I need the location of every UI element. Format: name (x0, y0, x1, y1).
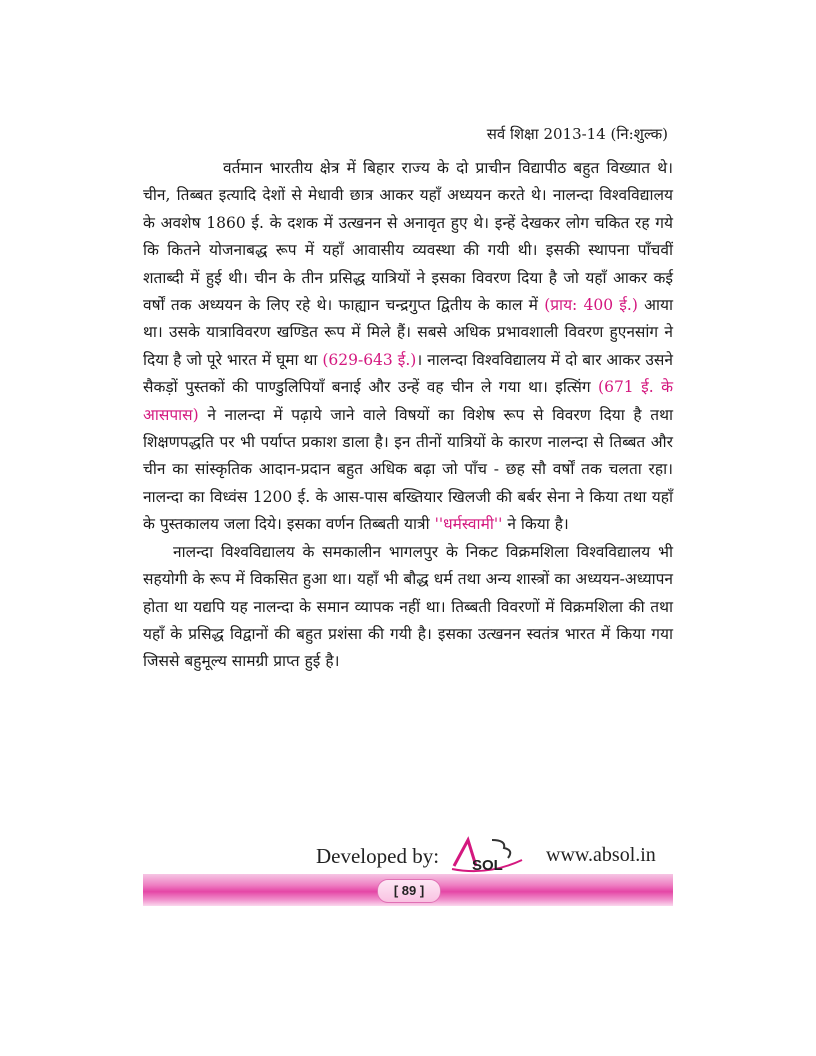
text-segment: आया था। उसके यात्राविवरण खण्डित रूप में मिले हैं। सबसे अधिक प्रभावशाली विवरण हुएनसांग ने दिया है जो पूरे भारत में घूमा था (143, 296, 673, 369)
page-number: [ 89 ] (377, 879, 441, 903)
paragraph-vikramshila: नालन्दा विश्वविद्यालय के समकालीन भागलपुर के निकट विक्रमशिला विश्वविद्यालय भी सहयोगी के रूप में विकसित हुआ था। यहाँ भी बौद्ध धर्म तथा अन्य शास्त्रों का अध्ययन-अध्यापन होता था यद्यपि यह नालन्दा के समान व्यापक नहीं था। तिब्बती विवरणों में विक्रमशिला की तथा यहाँ के प्रसिद्ध विद्वानों की बहुत प्रशंसा की गयी है। इसका उत्खनन स्वतंत्र भारत में किया गया जिससे बहुमूल्य सामग्री प्राप्त हुई है। (143, 542, 673, 671)
logo-text: SOL (472, 857, 503, 874)
paragraph-nalanda (143, 155, 673, 539)
text-segment: । नालन्दा विश्वविद्यालय में दो बार आकर उसने सैकड़ों पुस्तकों की पाण्डुलिपियाँ बनाई और उन्हें वह चीन ले गया था। इत्सिंग (143, 350, 673, 397)
text-segment: ने किया है। (507, 515, 569, 534)
page-header: सर्व शिक्षा 2013-14 (नि:शुल्क) (486, 125, 668, 143)
main-text (143, 155, 673, 676)
text-segment: ने नालन्दा में पढ़ाये जाने वाले विषयों का विशेष रूप से विवरण दिया है तथा शिक्षणपद्धति पर भी पर्याप्त प्रकाश डाला है। इन तीनों यात्रियों के कारण नालन्दा से तिब्बत और चीन का सांस्कृतिक आदान-प्रदान बहुत अधिक बढ़ा जो पाँच - छह सौ वर्षों तक चलता रहा। नालन्दा का विध्वंस 1200 ई. के आस-पास बख्तियार खिलजी की बर्बर सेना ने किया तथा यहाँ के पुस्तकालय जला दिये। इसका वर्णन तिब्बती यात्री (143, 405, 673, 534)
highlight-date-fahien: (प्राय: 400 ई.) (544, 296, 638, 315)
highlight-dharmaswami: ''धर्मस्वामी'' (434, 515, 503, 534)
text-segment: वर्तमान भारतीय क्षेत्र में बिहार राज्य के दो प्राचीन विद्यापीठ बहुत विख्यात थे। चीन, तिब्बत इत्यादि देशों से मेधावी छात्र आकर यहाँ अध्ययन करते थे। नालन्दा विश्वविद्यालय के अवशेष 1860 ई. के दशक में उत्खनन से अनावृत हुए थे। इन्हें देखकर लोग चकित रह गये कि कितने योजनाबद्ध रूप में यहाँ आवासीय व्यवस्था की गयी थी। इसकी स्थापना पाँचवीं शताब्दी में हुई थी। चीन के तीन प्रसिद्ध यात्रियों ने इसका विवरण दिया है जो यहाँ आकर कई वर्षों तक अध्ययन के लिए रहे थे। फाह्यान चन्द्रगुप्त द्वितीय के काल में (143, 159, 673, 315)
website-url[interactable]: www.absol.in (546, 844, 656, 866)
footer-band (143, 874, 673, 906)
highlight-date-hiuen-tsang: (629-643 ई.) (322, 350, 417, 369)
developed-by-label: Developed by: (316, 844, 440, 868)
developer-credit (316, 836, 676, 876)
absol-logo (448, 836, 526, 874)
highlight-date-itsing: (671 ई. के आसपास) (143, 378, 673, 424)
